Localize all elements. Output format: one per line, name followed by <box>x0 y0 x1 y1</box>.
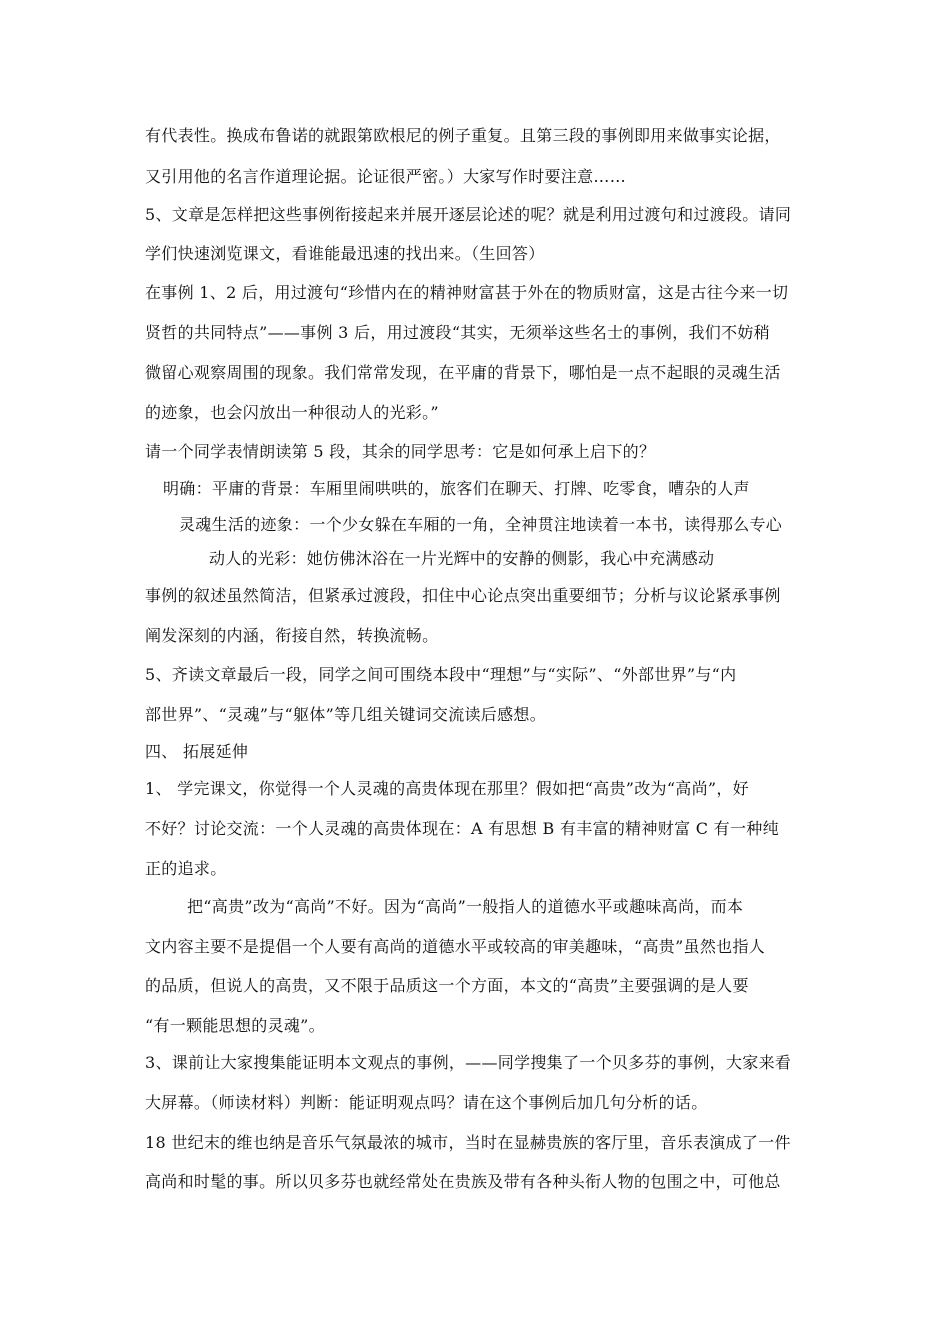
text-line: 明确：平庸的背景：车厢里闹哄哄的，旅客们在聊天、打牌、吃零食，嘈杂的人声 <box>163 479 750 498</box>
text-line: 在事例 1、2 后，用过渡句“珍惜内在的精神财富甚于外在的物质财富，这是古往今来一切 <box>145 283 789 302</box>
text-line: 贤哲的共同特点”——事例 3 后，用过渡段“其实，无须举这些名士的事例，我们不妨稍 <box>145 323 771 342</box>
text-line: 阐发深刻的内涵，衔接自然，转换流畅。 <box>145 626 439 645</box>
text-line: “有一颗能思想的灵魂”。 <box>145 1016 325 1035</box>
text-line: 动人的光彩：她仿佛沐浴在一片光辉中的安静的侧影，我心中充满感动 <box>209 549 715 568</box>
text-line: 高尚和时髦的事。所以贝多芬也就经常处在贵族及带有各种头衔人物的包围之中，可他总 <box>145 1172 781 1191</box>
text-line: 的品质，但说人的高贵，又不限于品质这一个方面，本文的“高贵”主要强调的是人要 <box>145 976 749 995</box>
section-heading: 四、 拓展延伸 <box>145 742 249 761</box>
text-line: 5、文章是怎样把这些事例衔接起来并展开逐层论述的呢？就是利用过渡句和过渡段。请同 <box>145 205 792 224</box>
text-line: 的迹象，也会闪放出一种很动人的光彩。” <box>145 403 439 422</box>
text-line: 3、课前让大家搜集能证明本文观点的事例，——同学搜集了一个贝多芬的事例，大家来看 <box>145 1053 792 1072</box>
text-line: 又引用他的名言作道理论据。论证很严密。）大家写作时要注意…… <box>145 167 627 186</box>
text-line: 正的追求。 <box>145 859 227 878</box>
text-line: 事例的叙述虽然简洁，但紧承过渡段，扣住中心论点突出重要细节；分析与议论紧承事例 <box>145 586 781 605</box>
text-line: 18 世纪末的维也纳是音乐气氛最浓的城市，当时在显赫贵族的客厅里，音乐表演成了一件 <box>145 1133 791 1152</box>
text-line: 大屏幕。（师读材料）判断：能证明观点吗？请在这个事例后加几句分析的话。 <box>145 1093 708 1112</box>
text-line: 部世界”、“灵魂”与“躯体”等几组关键词交流读后感想。 <box>145 705 546 724</box>
text-line: 学们快速浏览课文，看谁能最迅速的找出来。（生回答） <box>145 244 545 263</box>
text-line: 5、齐读文章最后一段，同学之间可围绕本段中“理想”与“实际”、“外部世界”与“内 <box>145 665 737 684</box>
text-line: 请一个同学表情朗读第 5 段，其余的同学思考：它是如何承上启下的？ <box>145 442 656 461</box>
text-line: 不好？讨论交流：一个人灵魂的高贵体现在：A 有思想 B 有丰富的精神财富 C 有一种纯 <box>145 819 779 838</box>
text-line: 文内容主要不是提倡一个人要有高尚的道德水平或较高的审美趣味，“高贵”虽然也指人 <box>145 937 766 956</box>
text-line: 有代表性。换成布鲁诺的就跟第欧根尼的例子重复。且第三段的事例即用来做事实论据， <box>145 126 781 145</box>
text-line: 把“高贵”改为“高尚”不好。因为“高尚”一般指人的道德水平或趣味高尚，而本 <box>187 897 744 916</box>
text-line: 1、 学完课文，你觉得一个人灵魂的高贵体现在那里？假如把“高贵”改为“高尚”，好 <box>145 779 749 798</box>
text-line: 灵魂生活的迹象：一个少女躲在车厢的一角，全神贯注地读着一本书，读得那么专心 <box>179 515 783 534</box>
text-line: 微留心观察周围的现象。我们常常发现，在平庸的背景下，哪怕是一点不起眼的灵魂生活 <box>145 363 781 382</box>
